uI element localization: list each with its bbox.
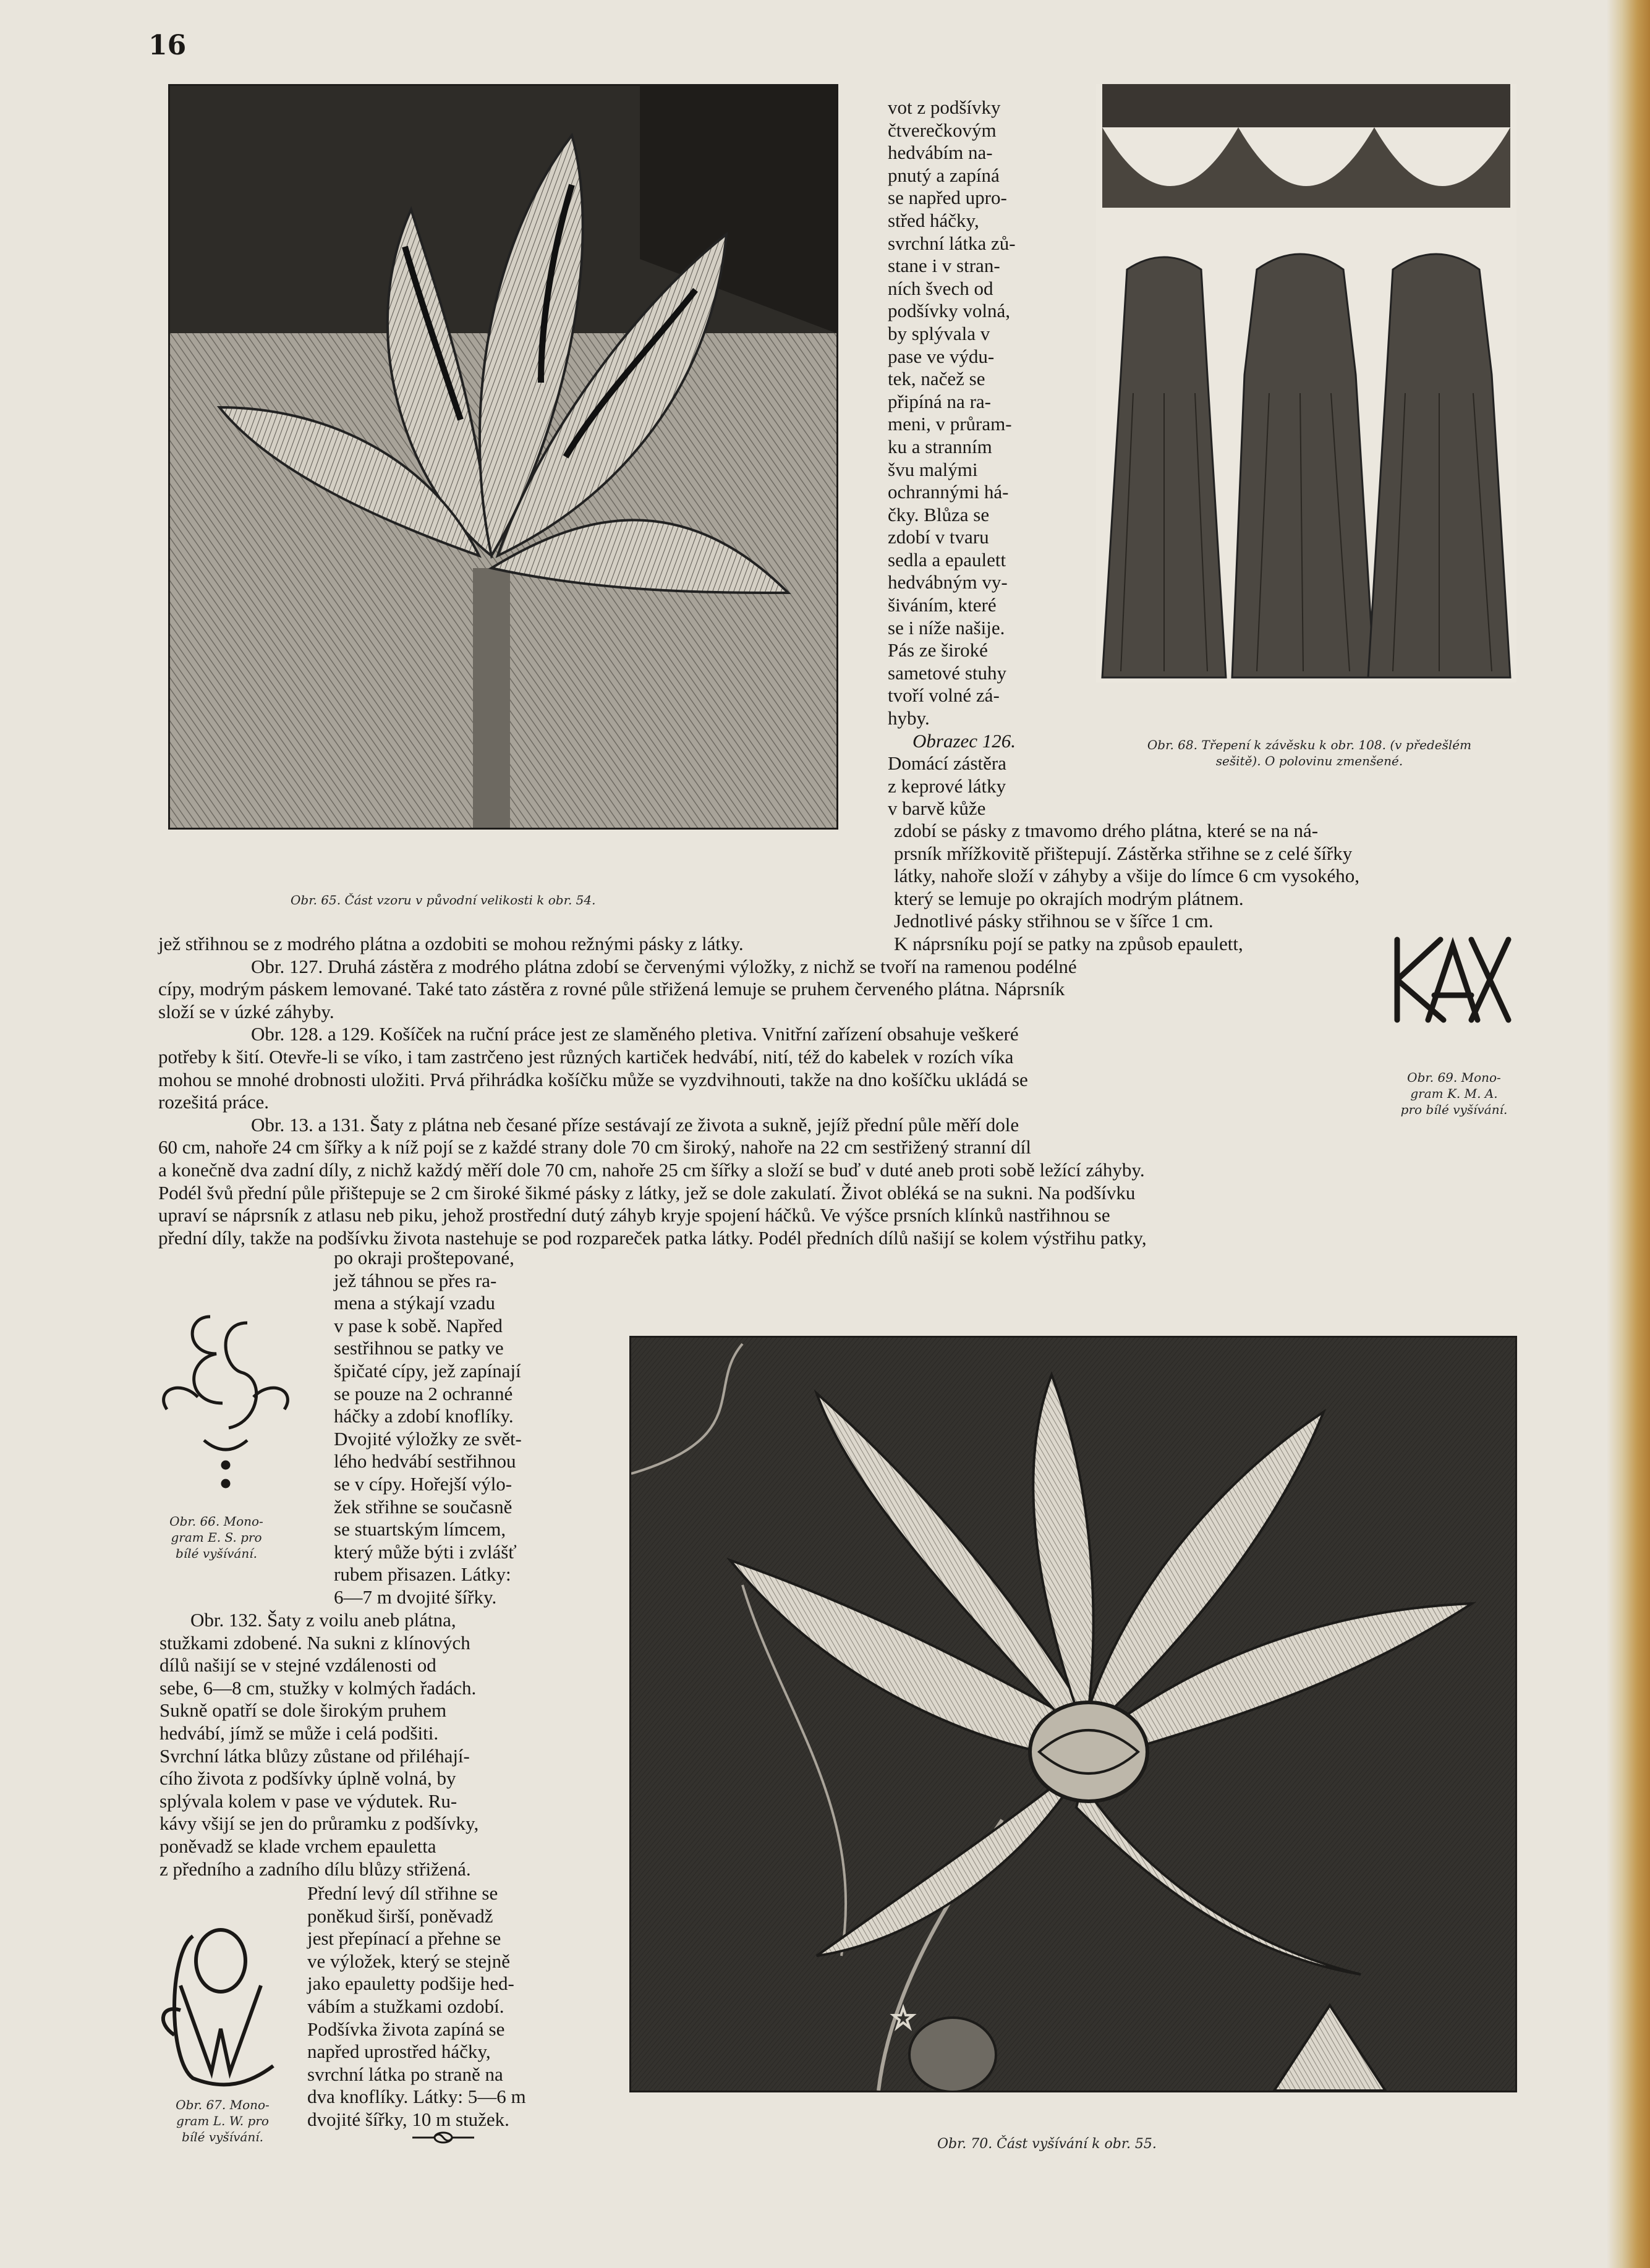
figure-68-tassels <box>1096 84 1516 682</box>
ornament-divider <box>409 2130 477 2145</box>
figure-66-caption <box>148 1513 284 1561</box>
figure-66-caption-line-2: gram E. S. pro <box>171 1530 262 1545</box>
left-a-line: po okraji proštepované, <box>334 1247 514 1268</box>
left-b-line: sebe, 6—8 cm, stužky v kolmých řadách. <box>159 1676 477 1699</box>
narrow-heading: Obrazec 126. <box>912 729 1016 752</box>
narrow-line: tvoří volné zá- <box>888 684 1000 707</box>
left-c-line: ve výložek, který se stejně <box>307 1950 510 1972</box>
figure-69-caption-line-2: gram K. M. A. <box>1410 1086 1498 1101</box>
left-b-line: kávy všijí se jen do průramku z podšívky, <box>159 1812 479 1835</box>
left-a-line: špičaté cípy, jež zapínají <box>334 1359 521 1382</box>
mid-line: Jednotlivé pásky střihnou se v šířce 1 cm. <box>894 910 1214 932</box>
figure-70-thistle <box>629 1336 1517 2092</box>
figure-69-caption-line-3: pro bílé vyšívání. <box>1400 1102 1508 1117</box>
narrow-line: švu malými <box>888 458 978 480</box>
left-b-line: hedvábí, jímž se může i celá podšiti. <box>159 1722 439 1744</box>
left-a-line: který může býti i zvlášť <box>334 1540 517 1563</box>
narrow-line: se i níže našije. <box>888 616 1005 639</box>
left-c-line: napřed uprostřed háčky, <box>307 2041 491 2063</box>
narrow-line: se napřed upro- <box>888 187 1007 209</box>
narrow-line: pnutý a zapíná <box>888 164 1000 186</box>
mid-line: prsník mřížkovitě přištepují. Zástěrka střihne se z celé šířky <box>894 842 1353 864</box>
narrow-line: vot z podšívky <box>888 96 1001 118</box>
figure-68-caption-line-2: sešitě). O polovinu zmenšené. <box>1215 754 1403 768</box>
left-a-line: mena a stýkají vzadu <box>334 1292 495 1314</box>
narrow-line: hedvábným vy- <box>888 571 1008 593</box>
left-a-line: se stuartským límcem, <box>334 1518 506 1540</box>
wide-line: Obr. 13. a 131. Šaty z plátna neb česané příze sestávají ze života a sukně, jejíž přední půle měří dole <box>251 1113 1019 1136</box>
page-edge-shadow <box>1607 0 1650 2268</box>
left-a-line: jež táhnou se přes ra- <box>334 1269 497 1291</box>
narrow-line: hedvábím na- <box>888 142 993 164</box>
wide-line: upraví se náprsník z atlasu neb piku, jehož prostřední dutý záhyb kryje spojení háčků. Ve výšce prsních klínků nastřihnou se <box>158 1204 1110 1226</box>
left-a-line: se pouze na 2 ochranné <box>334 1382 513 1404</box>
figure-67-caption-line-3: bílé vyšívání. <box>182 2130 263 2144</box>
figure-69-caption-line-1: Obr. 69. Mono- <box>1407 1070 1501 1085</box>
left-c-line: jest přepínací a přehne se <box>307 1927 501 1950</box>
text-column-left-b <box>159 1609 478 1880</box>
mid-line: K náprsníku pojí se patky na způsob epaulett, <box>894 932 1243 954</box>
figure-67-caption-line-2: gram L. W. pro <box>176 2113 269 2128</box>
narrow-line: svrchní látka zů- <box>888 232 1016 254</box>
narrow-line: tek, načež se <box>888 368 985 390</box>
left-a-line: rubem přisazen. Látky: <box>334 1563 511 1586</box>
mid-line: látky, nahoře složí v záhyby a všije do límce 6 cm vysokého, <box>894 865 1359 887</box>
left-c-line: vábím a stužkami ozdobí. <box>307 1995 504 2017</box>
narrow-line: ku a stranním <box>888 435 992 457</box>
narrow-line: čky. Blůza se <box>888 503 990 525</box>
narrow-line: připíná na ra- <box>888 390 991 412</box>
left-b-line: Svrchní látka blůzy zůstane od přiléhají- <box>159 1744 470 1767</box>
wide-line: cípy, modrým páskem lemované. Také tato zástěra z rovné půle střižená lemuje se pruhem červeného plátna. Náprsník <box>158 978 1065 1000</box>
narrow-line: sametové stuhy <box>888 661 1006 684</box>
text-column-left-c <box>307 1882 526 2131</box>
wide-line: 60 cm, nahoře 24 cm šířky a k níž pojí se z každé strany dole 70 cm široký, nahoře na 22 cm sestřižený stranní díl <box>158 1136 1031 1158</box>
left-b-line: Obr. 132. Šaty z voilu aneb plátna, <box>190 1609 456 1631</box>
thistle-embroidery-image <box>631 1338 1515 2091</box>
left-c-line: dvojité šířky, 10 m stužek. <box>307 2108 509 2130</box>
left-b-line: z předního a zadního dílu blůzy střižená. <box>159 1858 471 1880</box>
narrow-line: by splývala v <box>888 322 990 344</box>
tassel-fringe-image <box>1096 84 1516 682</box>
figure-70-caption: Obr. 70. Část vyšívání k obr. 55. <box>937 2136 1157 2152</box>
left-a-line: sestřihnou se patky ve <box>334 1337 504 1359</box>
text-column-narrow <box>888 96 1073 820</box>
figure-67-caption-line-1: Obr. 67. Mono- <box>176 2097 270 2112</box>
narrow-line: střed háčky, <box>888 209 979 231</box>
left-c-line: dva knoflíky. Látky: 5—6 m <box>307 2086 526 2108</box>
left-b-line: dílů našijí se v stejné vzdálenosti od <box>159 1654 436 1676</box>
left-c-line: Podšívka života zapíná se <box>307 2018 505 2040</box>
figure-67-caption <box>155 2097 291 2145</box>
narrow-line: meni, v průram- <box>888 413 1012 435</box>
narrow-line: stane i v stran- <box>888 255 1000 277</box>
figure-66-caption-line-3: bílé vyšívání. <box>176 1546 257 1561</box>
mid-line: který se lemuje po okrajích modrým plátnem. <box>894 887 1244 909</box>
wide-line: Podél švů přední půle přištepuje se 2 cm široké šikmé pásky z látky, jež se dole zakulatí. Život obléká se na sukni. Na podšívku <box>158 1181 1136 1204</box>
left-c-line: jako epauletty podšije hed- <box>307 1973 514 1995</box>
wide-line: Obr. 127. Druhá zástěra z modrého plátna zdobí se červenými výložky, z nichž se tvoří na ramenou podélné <box>251 955 1077 977</box>
wide-line: Obr. 128. a 129. Košíček na ruční práce jest ze slaměného pletiva. Vnitřní zařízení obsahuje veškeré <box>251 1023 1019 1045</box>
left-b-line: stužkami zdobené. Na sukni z klínových <box>159 1631 470 1654</box>
left-a-line: 6—7 m dvojité šířky. <box>334 1586 497 1608</box>
left-a-line: v pase k sobě. Napřed <box>334 1314 503 1336</box>
mid-line: zdobí se pásky z tmavomo drého plátna, které se na ná- <box>894 820 1319 841</box>
narrow-line: ochrannými há- <box>888 481 1009 503</box>
left-b-line: splývala kolem v pase ve výdutek. Ru- <box>159 1790 457 1812</box>
wide-line: mohou se mnohé drobnosti uložiti. Prvá přihrádka košíčku může se vyzdvihnouti, takže na dno košíčku ukládá se <box>158 1068 1028 1090</box>
wide-line: potřeby k šití. Otevře-li se víko, i tam zastrčeno jest různých kartiček hedvábí, nití, též do kabelek v rozích víka <box>158 1045 1014 1068</box>
left-b-line: Sukně opatří se dole širokým pruhem <box>159 1699 447 1722</box>
left-a-line: Dvojité výložky ze svět- <box>334 1427 522 1450</box>
left-c-line: Přední levý díl střihne se <box>307 1882 498 1904</box>
left-b-line: cího života z podšívky úplně volná, by <box>159 1767 456 1790</box>
left-a-line: háčky a zdobí knoflíky. <box>334 1405 514 1427</box>
narrow-line: zdobí v tvaru <box>888 526 989 548</box>
narrow-line: pase ve výdu- <box>888 345 995 367</box>
left-a-line: lého hedvábí sestřihnou <box>334 1450 516 1472</box>
left-c-line: poněkud širší, poněvadž <box>307 1905 493 1927</box>
wide-line: přední díly, takže na podšívku života nastehuje se pod rozpareček patka látky. Podél předních dílů našijí se kolem výstřihu patky, <box>158 1226 1147 1249</box>
narrow-line: šiváním, které <box>888 594 997 616</box>
left-c-line: svrchní látka po straně na <box>307 2063 503 2085</box>
figure-68-caption-line-1: Obr. 68. Třepení k závěsku k obr. 108. (v předešlém <box>1147 737 1472 752</box>
narrow-line: Pás ze široké <box>888 639 988 661</box>
left-a-line: se v cípy. Hořejší výlo- <box>334 1472 512 1495</box>
left-b-line: poněvadž se klade vrchem epauletta <box>159 1835 436 1857</box>
narrow-line: podšívky volná, <box>888 300 1011 322</box>
wide-line: a konečně dva zadní díly, z nichž každý měří dole 70 cm, nahoře 25 cm šířky a složí se buď v duté aneb proti sobě ležící záhyby. <box>158 1158 1145 1181</box>
monogram-lw <box>156 1911 286 2097</box>
page-number: 16 <box>148 30 187 61</box>
figure-68-caption <box>1099 737 1520 769</box>
figure-65-caption: Obr. 65. Část vzoru v původní velikosti k obr. 54. <box>291 893 596 907</box>
narrow-line: hyby. <box>888 707 930 729</box>
wide-line: složí se v úzké záhyby. <box>158 1000 334 1022</box>
monogram-kma <box>1385 927 1521 1032</box>
text-block-wide <box>158 933 1147 1249</box>
narrow-line: ních švech od <box>888 277 993 299</box>
narrow-line: sedla a epaulett <box>888 548 1006 571</box>
text-column-left-a <box>334 1247 522 1609</box>
narrow-line: Domácí zástěra <box>888 752 1006 775</box>
figure-69-caption <box>1386 1069 1522 1118</box>
monogram-es <box>148 1298 303 1502</box>
wide-line: jež střihnou se z modrého plátna a ozdobiti se mohou režnými pásky z látky. <box>158 933 744 954</box>
narrow-line: čtverečkovým <box>888 119 997 141</box>
narrow-line: z keprové látky <box>888 775 1006 797</box>
left-a-line: žek střihne se současně <box>334 1495 512 1518</box>
figure-65-tulip <box>168 84 838 830</box>
wide-line: rozešitá práce. <box>158 1091 269 1113</box>
narrow-line: v barvě kůže <box>888 797 986 820</box>
tulip-embroidery-image <box>170 86 836 828</box>
figure-66-caption-line-1: Obr. 66. Mono- <box>169 1514 263 1529</box>
